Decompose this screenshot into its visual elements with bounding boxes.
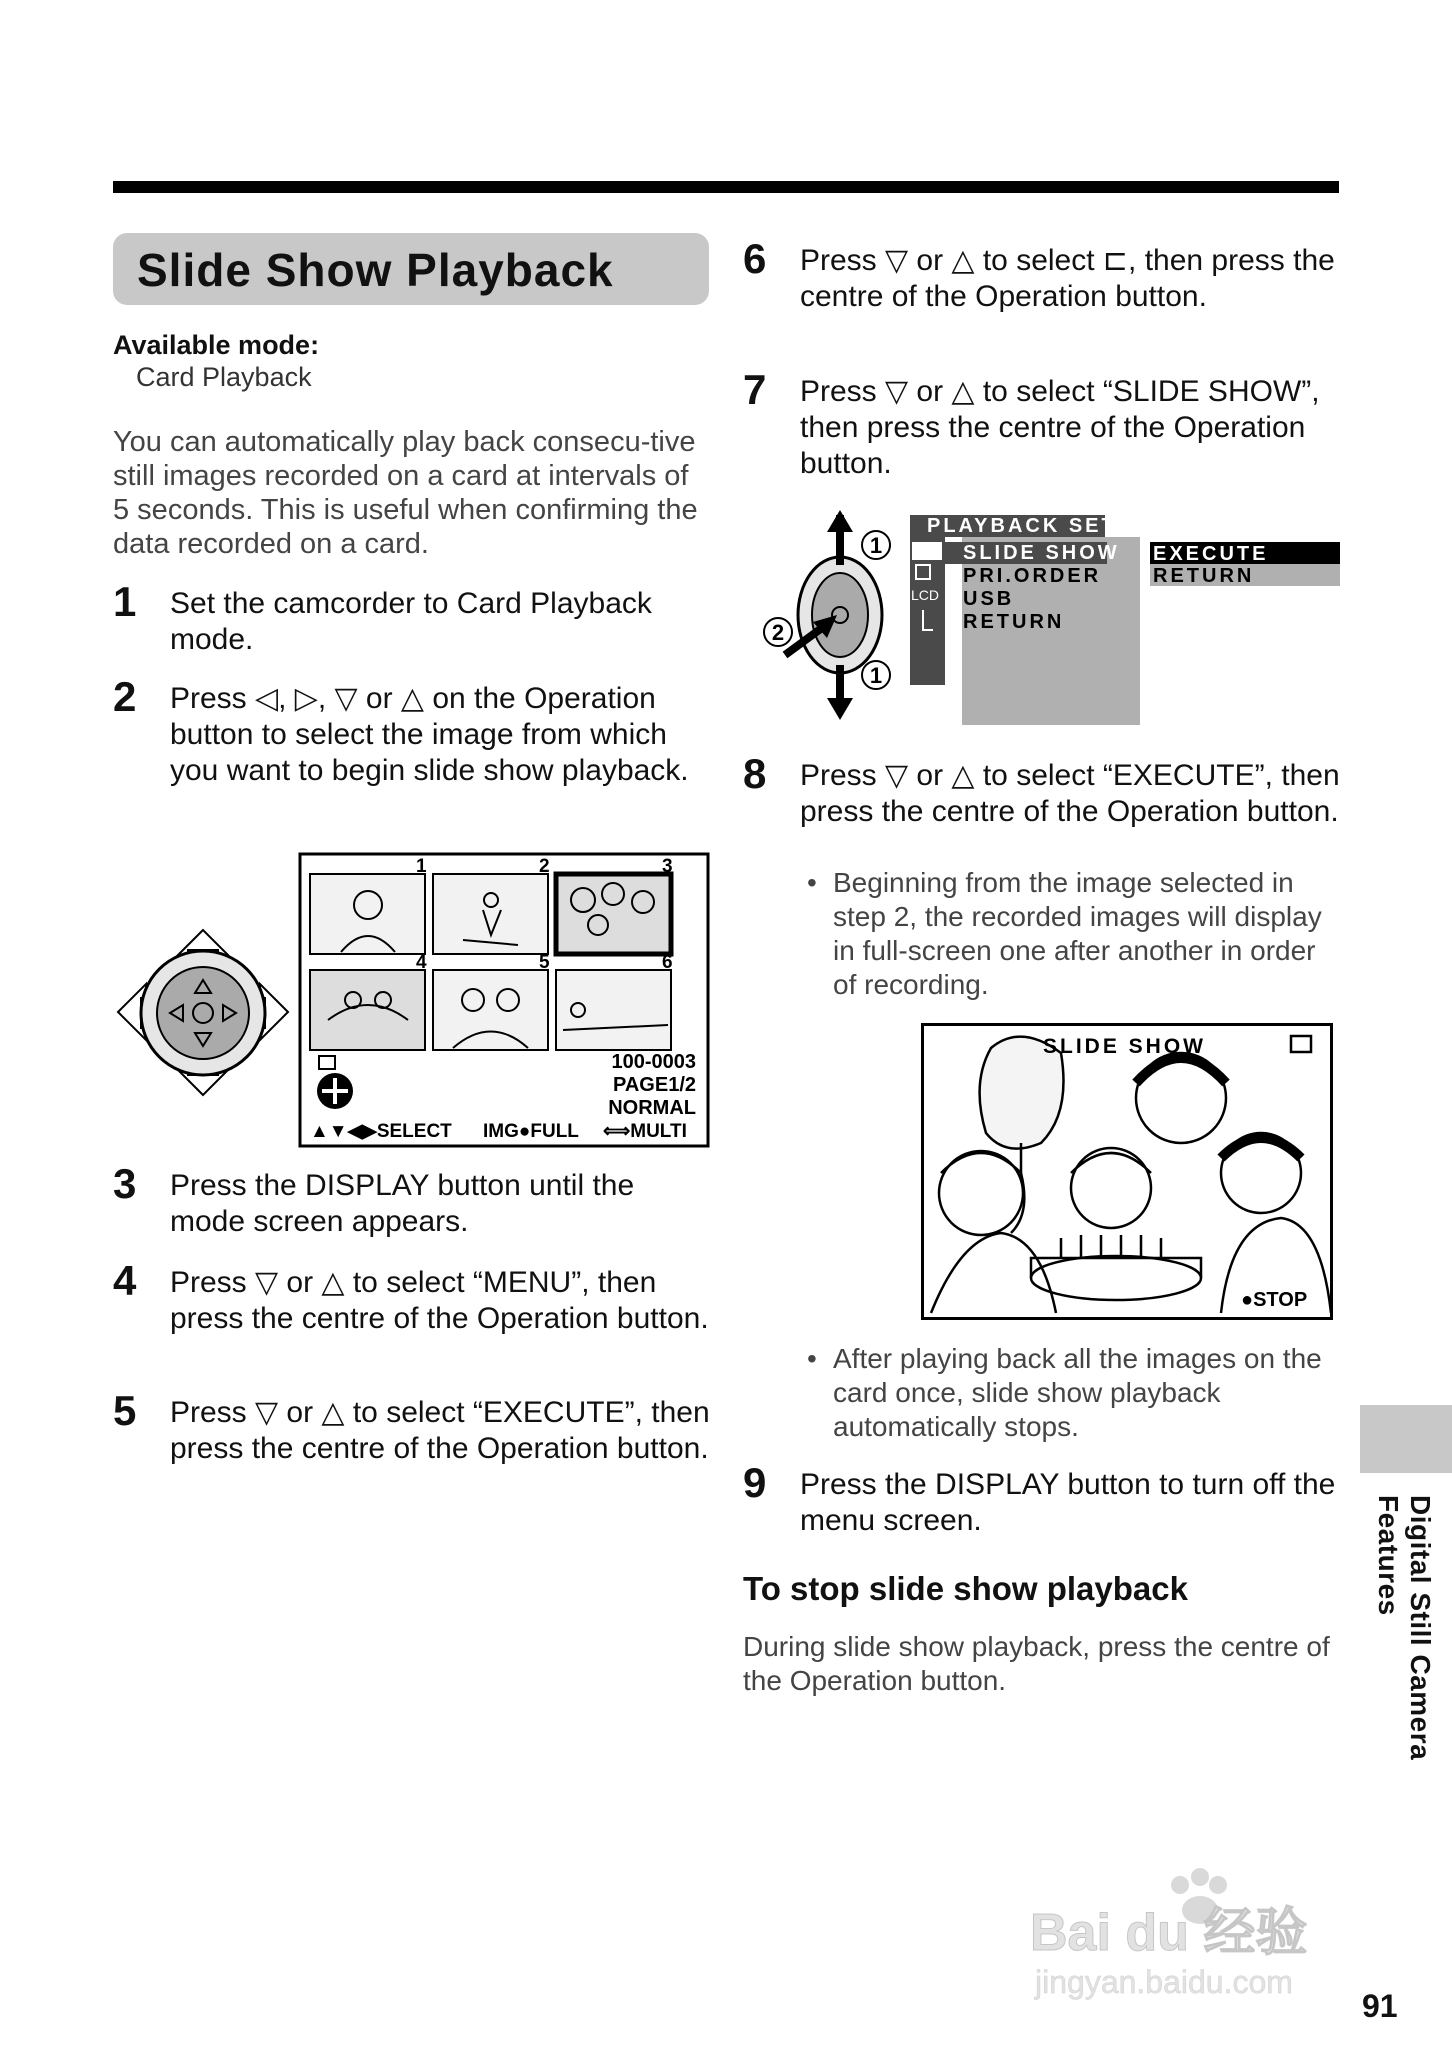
step-text: Press ▽ or △ to select “EXECUTE”, then press the centre of the Operation button. — [800, 759, 1340, 828]
step-number: 5 — [113, 1387, 137, 1434]
step-5 — [113, 1387, 723, 1467]
intro-paragraph: You can automatically play back consecu-tive still images recorded on a card at intervals of 5 seconds. This is useful when confirming the data recorded on a card. — [113, 426, 698, 560]
slideshow-title: SLIDE SHOW — [1043, 1035, 1207, 1058]
bullet-text: After playing back all the images on the card once, slide show playback automatically stops. — [833, 1343, 1322, 1442]
section-label: Digital Still Camera Features — [1373, 1495, 1436, 1761]
step-text: Press ▽ or △ to select “SLIDE SHOW”, then press the centre of the Operation button. — [800, 375, 1320, 480]
step-text: Press the DISPLAY button to turn off the menu screen. — [800, 1468, 1336, 1537]
thumb-number: 5 — [539, 952, 550, 973]
callout-number: 1 — [869, 663, 883, 688]
step-number: 3 — [113, 1160, 137, 1207]
thumb-number: 6 — [662, 952, 673, 973]
step-8 — [743, 750, 1353, 830]
thumbnail-illustration — [113, 850, 713, 1150]
menu-item-slide-show: SLIDE SHOW — [963, 542, 1120, 564]
step-number: 9 — [743, 1459, 767, 1506]
thumbnail-1 — [310, 874, 425, 954]
available-mode-value: Card Playback — [136, 362, 312, 392]
watermark-brand: Bai du 经验 — [1030, 1904, 1308, 1962]
thumbnail-6 — [556, 970, 671, 1050]
step-number: 7 — [743, 366, 767, 413]
card-icon — [912, 542, 942, 560]
section-tab — [1360, 1405, 1452, 1473]
step-text: Press ▽ or △ to select “EXECUTE”, then press the centre of the Operation button. — [170, 1396, 710, 1465]
step-4 — [113, 1257, 713, 1337]
slideshow-illustration — [921, 1023, 1333, 1320]
thumb-number: 4 — [416, 952, 427, 973]
step-text: Press ▽ or △ to select “MENU”, then press the centre of the Operation button. — [170, 1266, 709, 1335]
bullet-item — [807, 1342, 1333, 1444]
thumbnail-5 — [433, 970, 548, 1050]
submenu-return: RETURN — [1153, 565, 1255, 587]
step-7 — [743, 366, 1343, 482]
imgfull-hint: IMG●FULL — [483, 1121, 579, 1142]
step-text: Press the DISPLAY button until the mode screen appears. — [170, 1169, 635, 1238]
menu-illustration — [755, 510, 1345, 735]
available-mode-label: Available mode: — [113, 330, 320, 360]
quality-indicator: NORMAL — [608, 1097, 696, 1119]
bullet-dot: • — [807, 1343, 817, 1374]
bullet-dot: • — [807, 867, 817, 898]
stop-section-text: During slide show playback, press the centre of the Operation button. — [743, 1631, 1330, 1696]
stop-hint: ●STOP — [1241, 1289, 1308, 1311]
menu-item-pri-order: PRI.ORDER — [963, 565, 1102, 587]
step-3 — [113, 1160, 713, 1240]
submenu-execute: EXECUTE — [1153, 543, 1269, 565]
multi-hint: ⟺MULTI — [603, 1121, 687, 1142]
thumb-number: 2 — [539, 856, 550, 877]
step-text: Press ▽ or △ to select ⊏, then press the centre of the Operation button. — [800, 244, 1335, 313]
step-text: Press ◁, ▷, ▽ or △ on the Operation button to select the image from which you want to begin slide show playback. — [170, 682, 689, 787]
thumb-number: 3 — [662, 856, 673, 877]
page-indicator: PAGE1/2 — [613, 1074, 696, 1096]
step-number: 4 — [113, 1257, 137, 1304]
menu-item-usb: USB — [963, 588, 1015, 610]
file-number: 100-0003 — [611, 1051, 696, 1073]
step-text: Set the camcorder to Card Playback mode. — [170, 587, 652, 656]
bullet-text: Beginning from the image selected in step 2, the recorded images will display in full-screen one after another in order of recording. — [833, 867, 1322, 1000]
watermark-url: jingyan.baidu.com — [1035, 1964, 1293, 2000]
step-2 — [113, 673, 713, 789]
step-number: 8 — [743, 750, 767, 797]
menu-title: PLAYBACK SET — [927, 515, 1117, 537]
dpad-icon — [317, 1073, 353, 1109]
step-9 — [743, 1459, 1343, 1539]
stop-section-heading: To stop slide show playback — [743, 1570, 1188, 1607]
step-6 — [743, 235, 1343, 315]
thumbnail-3 — [556, 874, 671, 954]
callout-number: 2 — [771, 620, 785, 645]
lcd-icon: LCD — [911, 587, 940, 603]
select-hint: ▲▼◀▶SELECT — [310, 1121, 452, 1142]
thumbnail-4 — [310, 970, 425, 1050]
title-box — [113, 233, 709, 305]
step-number: 6 — [743, 235, 767, 282]
bullet-item — [807, 866, 1343, 1002]
step-1 — [113, 578, 713, 658]
callout-number: 1 — [869, 533, 883, 558]
page-number: 91 — [1362, 1988, 1398, 2024]
operation-button-icon — [118, 930, 288, 1095]
baidu-watermark — [1030, 1855, 1360, 2005]
menu-item-return: RETURN — [963, 611, 1065, 633]
page-title: Slide Show Playback — [137, 244, 614, 296]
thumb-number: 1 — [416, 856, 427, 877]
top-rule — [113, 181, 1339, 193]
step-number: 1 — [113, 578, 137, 625]
step-number: 2 — [113, 673, 137, 720]
